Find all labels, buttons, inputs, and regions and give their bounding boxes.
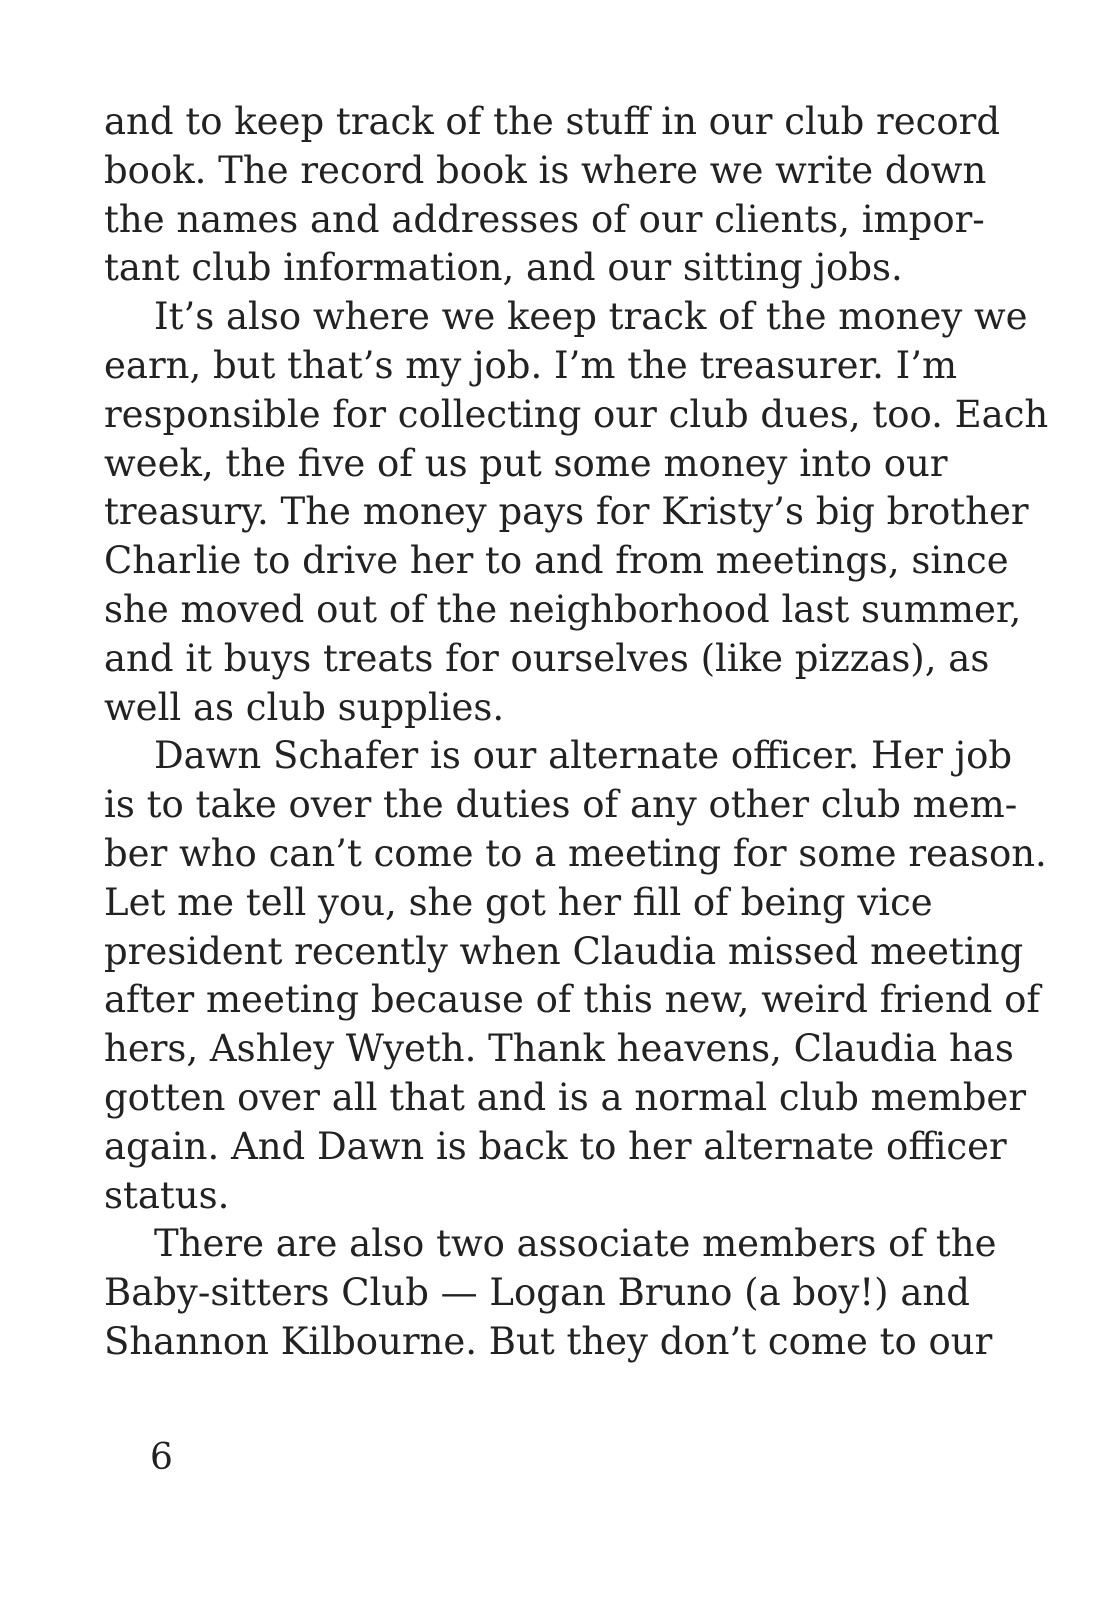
text-line: tant club information, and our sitting jobs. bbox=[104, 246, 903, 290]
text-line: and it buys treats for ourselves (like pizzas), as bbox=[104, 636, 990, 680]
text-line: the names and addresses of our clients, impor- bbox=[104, 197, 985, 241]
text-line: and to keep track of the stuff in our club record bbox=[104, 100, 1001, 143]
text-line: status. bbox=[104, 1173, 230, 1217]
text-line: treasury. The money pays for Kristy’s big brother bbox=[104, 490, 1029, 534]
text-line: after meeting because of this new, weird friend of bbox=[104, 978, 1041, 1022]
text-line: is to take over the duties of any other club mem- bbox=[104, 783, 1018, 827]
text-line: responsible for collecting our club dues, too. Each bbox=[104, 392, 1049, 436]
text-line: Charlie to drive her to and from meetings, since bbox=[104, 539, 1009, 583]
text-line: president recently when Claudia missed meeting bbox=[104, 929, 1024, 973]
text-line: well as club supplies. bbox=[104, 685, 505, 729]
text-line: week, the five of us put some money into our bbox=[104, 441, 948, 485]
text-line: There are also two associate members of the bbox=[154, 1222, 997, 1266]
text-line: ber who can’t come to a meeting for some reason. bbox=[104, 831, 1047, 875]
text-line: again. And Dawn is back to her alternate officer bbox=[104, 1124, 1007, 1168]
text-line: Shannon Kilbourne. But they don’t come to our bbox=[104, 1319, 993, 1363]
text-line: book. The record book is where we write down bbox=[104, 148, 987, 192]
text-line: hers, Ashley Wyeth. Thank heavens, Claudia has bbox=[104, 1027, 1014, 1071]
text-line: gotten over all that and is a normal club member bbox=[104, 1075, 1027, 1119]
text-line: Let me tell you, she got her fill of being vice bbox=[104, 880, 933, 924]
text-line: It’s also where we keep track of the money we bbox=[154, 295, 1028, 339]
page-number: 6 bbox=[150, 1437, 173, 1478]
text-line: Dawn Schafer is our alternate officer. Her job bbox=[154, 734, 1013, 778]
text-line: Baby-sitters Club — Logan Bruno (a boy!) and bbox=[104, 1271, 970, 1315]
body-text bbox=[104, 98, 1049, 1367]
text-line: earn, but that’s my job. I’m the treasurer. I’m bbox=[104, 343, 958, 387]
text-line: she moved out of the neighborhood last summer, bbox=[104, 587, 1022, 631]
